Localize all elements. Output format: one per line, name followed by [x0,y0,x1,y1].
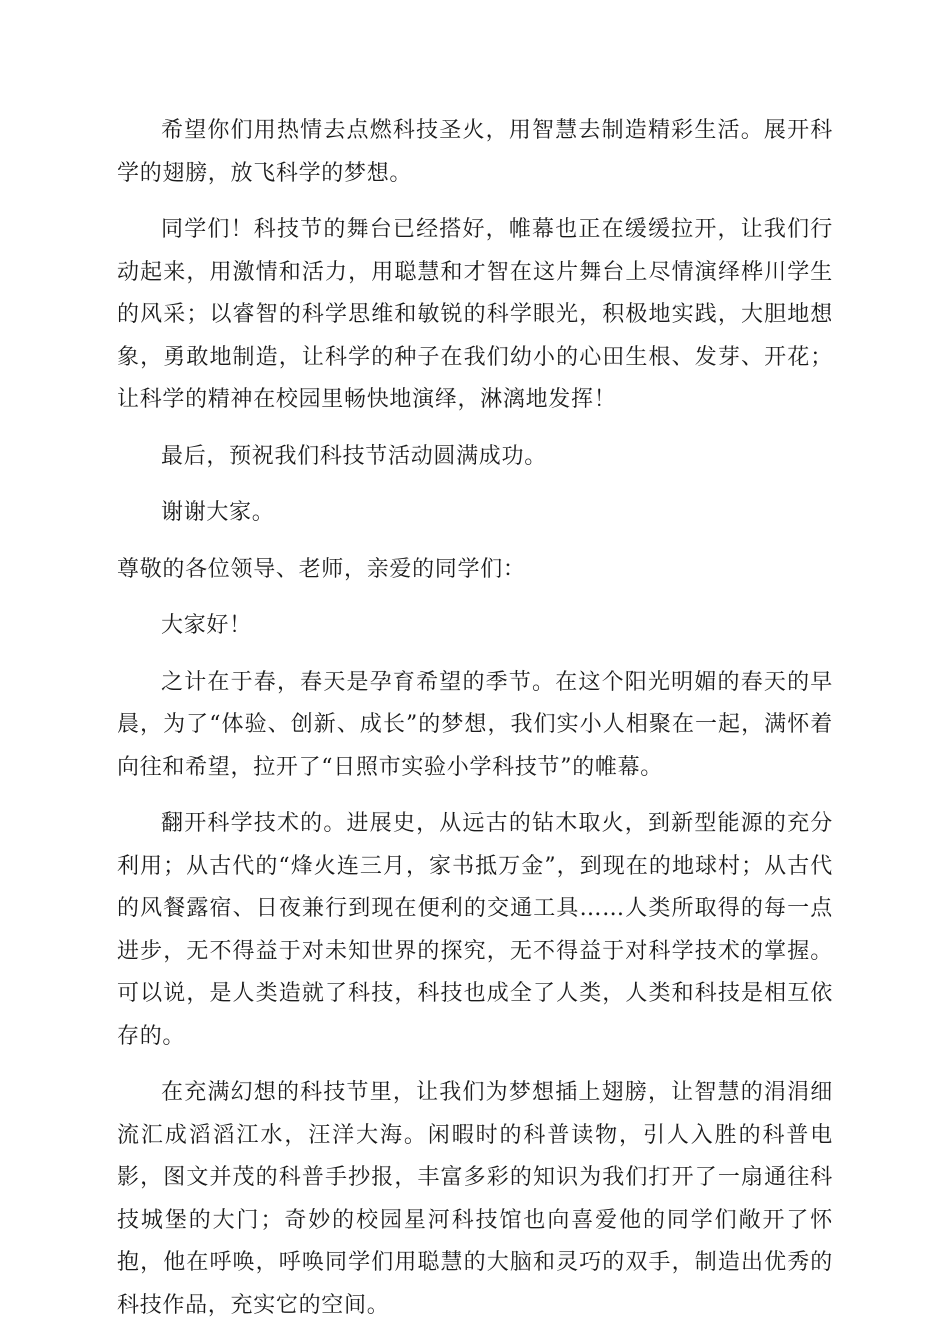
paragraph-best-wishes: 最后，预祝我们科技节活动圆满成功。 [161,443,547,469]
paragraph-spring-intro: 之计在于春，春天是孕育希望的季节。在这个阳光明媚的春天的早晨，为了“体验、创新、成长”的梦想，我们实小人相聚在一起，满怀着向往和希望，拉开了“日照市实验小学科技节”的帷幕。 [117,669,833,780]
paragraph-closing-hope: 希望你们用热情去点燃科技圣火，用智慧去制造精彩生活。展开科学的翅膀，放飞科学的梦想。 [117,118,833,186]
paragraph-science-history: 翻开科学技术的。进展史，从远古的钻木取火，到新型能源的充分利用；从古代的“烽火连三月，家书抵万金”，到现在的地球村；从古代的风餐露宿、日夜兼行到现在便利的交通工具……人类所取得的每一点进步，无不得益于对未知世界的探究，无不得益于对科学技术的掌握。可以说，是人类造就了科技，科技也成全了人类，人类和科技是相互依存的。 [117,811,833,1049]
paragraph-thanks: 谢谢大家。 [161,500,275,525]
paragraph-salutation: 尊敬的各位领导、老师，亲爱的同学们： [117,556,526,582]
paragraph-greeting: 大家好！ [161,613,252,638]
paragraph-call-to-action: 同学们！科技节的舞台已经搭好，帷幕也正在缓缓拉开，让我们行动起来，用激情和活力，用聪慧和才智在这片舞台上尽情演绎桦川学生的风采；以睿智的科学思维和敏锐的科学眼光，积极地实践，大胆地想象，勇敢地制造，让科学的种子在我们幼小的心田生根、发芽、开花；让科学的精神在校园里畅快地演绎，淋漓地发挥！ [117,217,833,412]
document-body [117,110,833,1341]
paragraph-science-festival: 在充满幻想的科技节里，让我们为梦想插上翅膀，让智慧的涓涓细流汇成滔滔江水，汪洋大海。闲暇时的科普读物，引人入胜的科普电影，图文并茂的科普手抄报，丰富多彩的知识为我们打开了一扇通往科技城堡的大门；奇妙的校园星河科技馆也向喜爱他的同学们敞开了怀抱，他在呼唤，呼唤同学们用聪慧的大脑和灵巧的双手，制造出优秀的科技作品，充实它的空间。 [117,1080,833,1318]
